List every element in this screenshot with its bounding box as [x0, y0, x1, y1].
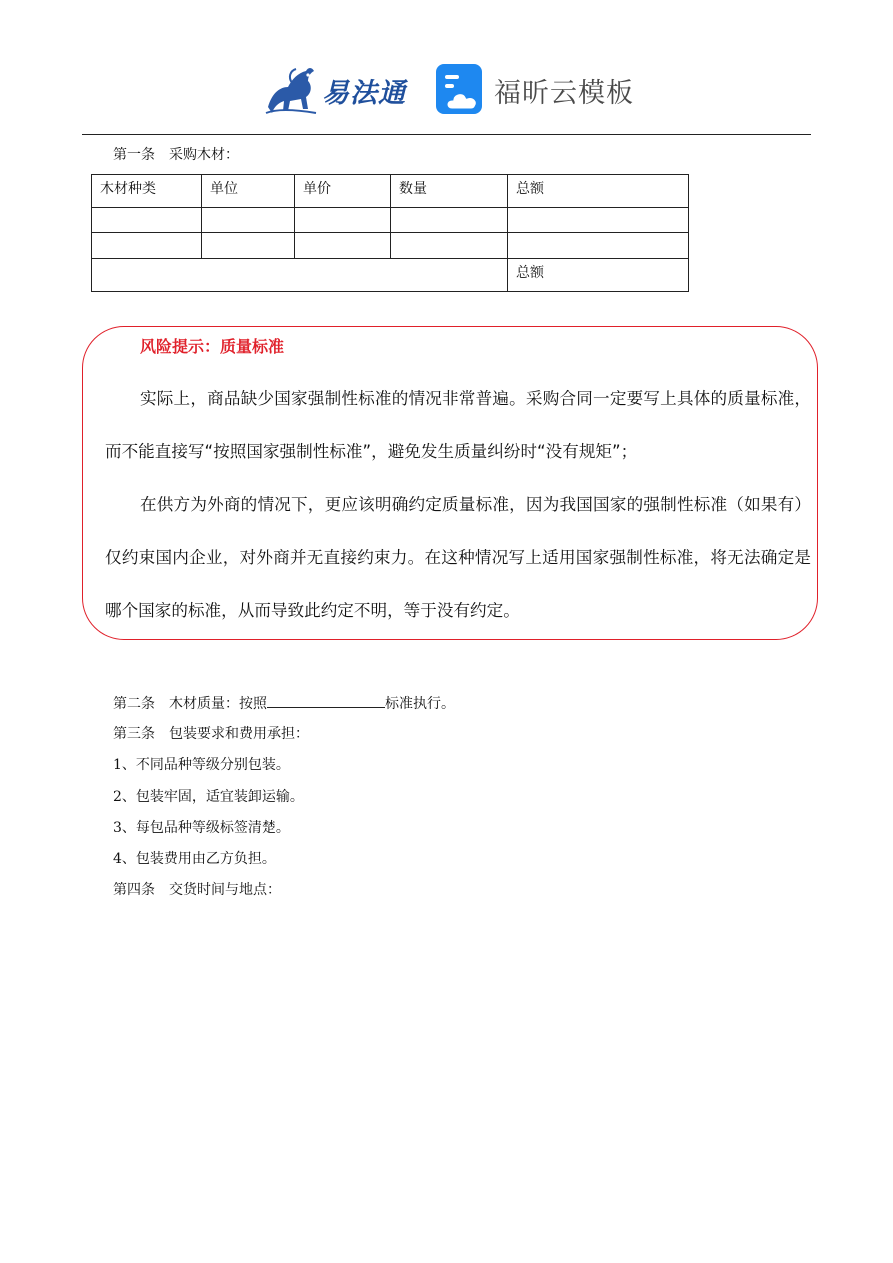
packaging-item-2: 2、包装牢固，适宜装卸运输。 [113, 789, 304, 805]
table-row [92, 233, 689, 259]
quality-standard-blank [267, 693, 385, 708]
qilin-logo-icon [262, 63, 320, 117]
risk-warning-paragraph-2: 在供方为外商的情况下，更应该明确约定质量标准，因为我国国家的强制性标准（如果有）仅约束国内企业，对外商并无直接约束力。在这种情况写上适用国家强制性标准，将无法确定是哪个国家的标准，从而导致此约定不明，等于没有约定。 [105, 495, 811, 620]
packaging-item-1: 1、不同品种等级分别包装。 [113, 757, 290, 773]
table-cell [391, 233, 508, 259]
yifatong-logo-text: 易法通 [322, 77, 406, 109]
risk-warning-paragraph-1: 实际上，商品缺少国家强制性标准的情况非常普遍。采购合同一定要写上具体的质量标准，而不能直接写“按照国家强制性标准”，避免发生质量纠纷时“没有规矩”； [105, 389, 811, 461]
table-cell [391, 208, 508, 233]
header-total: 总额 [508, 175, 689, 208]
foxit-template-logo-text: 福昕云模板 [494, 77, 634, 109]
table-cell [202, 233, 295, 259]
table-cell [508, 208, 689, 233]
packaging-item-3: 3、每包品种等级标签清楚。 [113, 820, 290, 836]
table-cell [508, 233, 689, 259]
article-4-title: 第四条 交货时间与地点： [113, 882, 281, 898]
table-header-row [92, 175, 689, 208]
risk-warning-title: 风险提示：质量标准 [140, 337, 285, 356]
article-3-title: 第三条 包装要求和费用承担： [113, 726, 309, 742]
header-unit: 单位 [202, 175, 295, 208]
header-quantity: 数量 [391, 175, 508, 208]
article-2-prefix: 第二条 木材质量：按照 [113, 696, 267, 712]
article-2 [113, 693, 455, 713]
wood-purchase-table [91, 174, 689, 292]
header-wood-type: 木材种类 [92, 175, 202, 208]
header-divider [82, 134, 811, 135]
foxit-template-logo [436, 64, 634, 116]
table-total-row [92, 259, 689, 292]
table-cell [295, 208, 391, 233]
article-1-title: 第一条 采购木材： [113, 147, 239, 163]
table-row [92, 208, 689, 233]
table-cell [202, 208, 295, 233]
yifatong-logo [262, 62, 406, 118]
table-cell [92, 233, 202, 259]
packaging-item-4: 4、包装费用由乙方负担。 [113, 851, 276, 867]
table-total-blank [92, 259, 508, 292]
table-total-label: 总额 [508, 259, 689, 292]
table-cell [92, 208, 202, 233]
page-header [0, 60, 893, 122]
article-2-suffix: 标准执行。 [385, 696, 455, 712]
cloud-document-icon [436, 64, 486, 116]
table-cell [295, 233, 391, 259]
header-unit-price: 单价 [295, 175, 391, 208]
